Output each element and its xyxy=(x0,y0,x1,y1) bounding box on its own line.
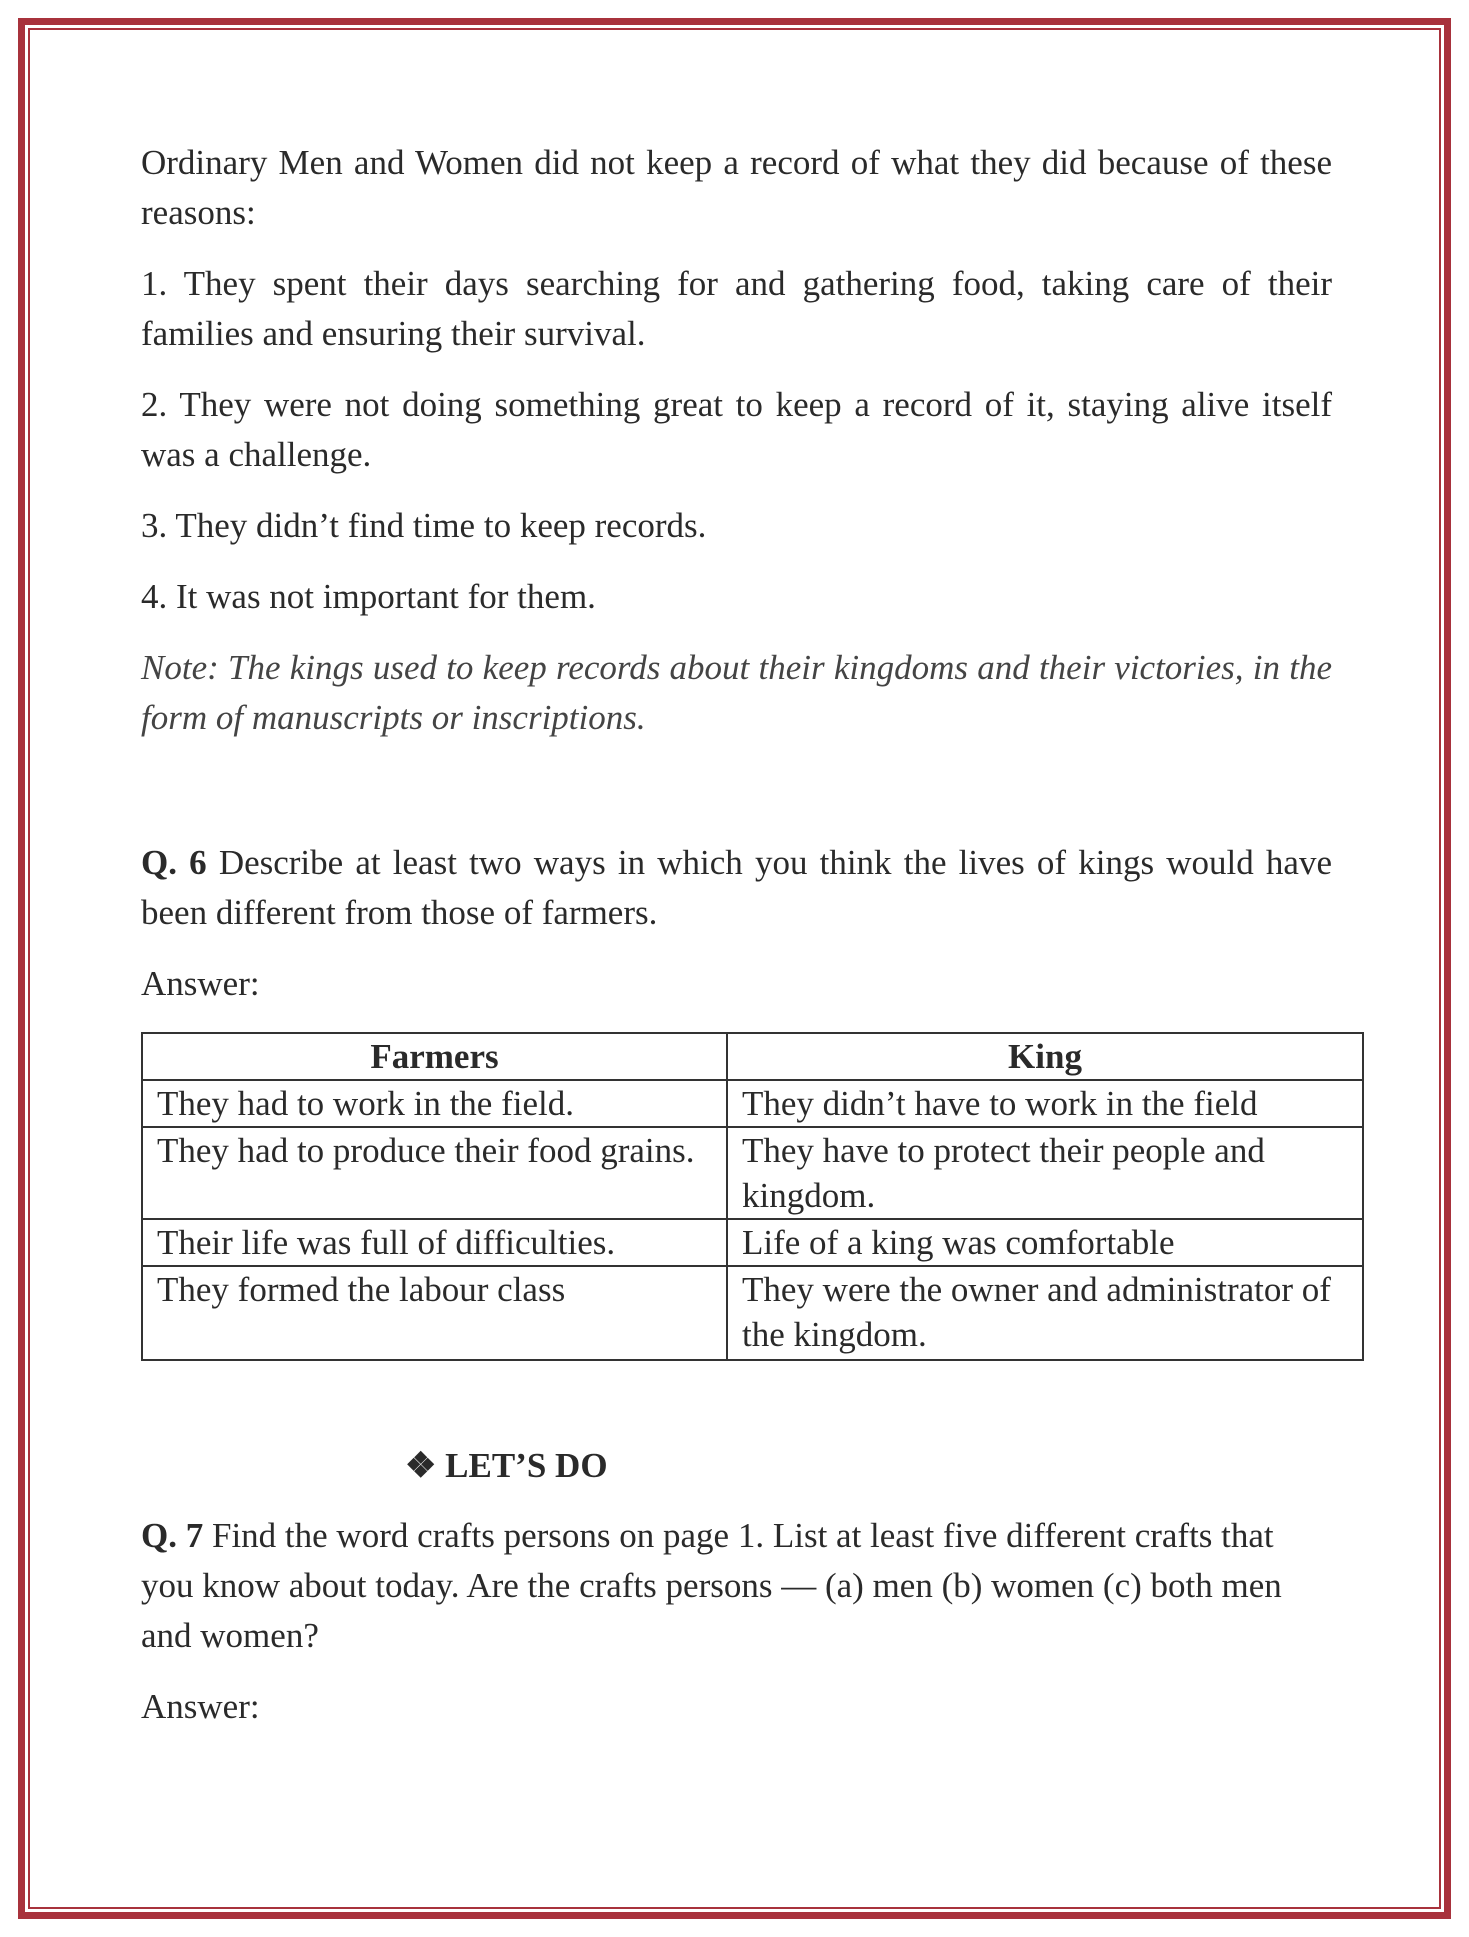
lets-do-heading xyxy=(405,1441,608,1491)
intro-section xyxy=(141,138,1332,743)
diamond-ornament-icon: ❖ xyxy=(405,1446,437,1485)
table-row xyxy=(142,1266,1363,1360)
reason-2: 2. They were not doing something great to keep a record of it, staying alive itself was a challenge. xyxy=(141,385,1332,474)
reason-1: 1. They spent their days searching for and gathering food, taking care of their families and ensuring their survival. xyxy=(141,264,1332,353)
question-7 xyxy=(141,1511,1332,1732)
q6-text: Describe at least two ways in which you think the lives of kings would have been different from those of farmers. xyxy=(141,843,1332,932)
lets-do-title: LET’S DO xyxy=(445,1446,608,1485)
header-king: King xyxy=(727,1033,1363,1080)
farmer-cell: Their life was full of difficulties. xyxy=(142,1219,727,1266)
table-row xyxy=(142,1080,1363,1127)
header-farmers: Farmers xyxy=(142,1033,727,1080)
farmer-cell: They had to work in the field. xyxy=(142,1080,727,1127)
q6-label: Q. 6 xyxy=(141,843,207,882)
table-row xyxy=(142,1219,1363,1266)
table-header-row xyxy=(142,1033,1363,1080)
q7-answer-label: Answer: xyxy=(141,1687,260,1726)
q7-label: Q. 7 xyxy=(141,1516,204,1555)
q6-answer-label: Answer: xyxy=(141,964,260,1003)
table-row xyxy=(142,1127,1363,1219)
q7-text: Find the word crafts persons on page 1. List at least five different crafts that you know about today. Are the crafts persons — (a) men (b) women (c) both men and women? xyxy=(141,1516,1282,1655)
king-cell: They were the owner and administrator of the kingdom. xyxy=(727,1266,1363,1360)
farmer-cell: They formed the labour class xyxy=(142,1266,727,1360)
note-text: Note: The kings used to keep records about their kingdoms and their victories, in the form of manuscripts or inscriptions. xyxy=(141,648,1332,737)
intro-text: Ordinary Men and Women did not keep a record of what they did because of these reasons: xyxy=(141,143,1332,232)
question-6 xyxy=(141,838,1332,1009)
king-cell: They have to protect their people and kingdom. xyxy=(727,1127,1363,1219)
comparison-table xyxy=(141,1032,1364,1361)
farmer-cell: They had to produce their food grains. xyxy=(142,1127,727,1219)
reason-4: 4. It was not important for them. xyxy=(141,577,596,616)
reason-3: 3. They didn’t find time to keep records. xyxy=(141,506,707,545)
king-cell: They didn’t have to work in the field xyxy=(727,1080,1363,1127)
king-cell: Life of a king was comfortable xyxy=(727,1219,1363,1266)
